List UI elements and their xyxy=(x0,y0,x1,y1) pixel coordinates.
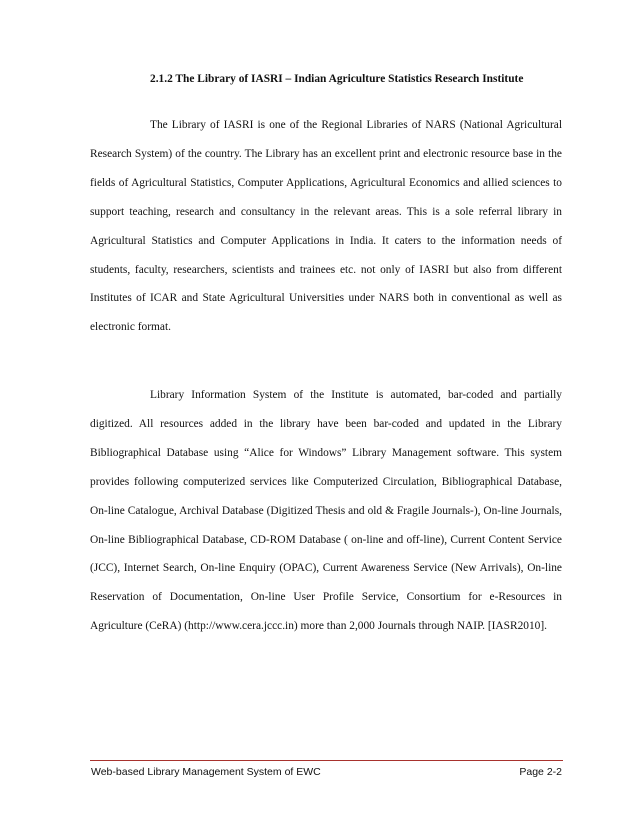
paragraph-library-overview: The Library of IASRI is one of the Regional Libraries of NARS (National Agricultural Research System) of the country. The Library has an excellent print and electronic resource base in the fields of Agricultural Statistics, Computer Applications, Agricultural Economics and allied sciences to support teaching, research and consultancy in the relevant areas. This is a sole referral library in Agricultural Statistics and Computer Applications in India. It caters to the information needs of students, faculty, researchers, scientists and trainees etc. not only of IASRI but also from different Institutes of ICAR and State Agricultural Universities under NARS both in conventional as well as electronic format. xyxy=(90,119,562,334)
paragraph-library-information-system: Library Information System of the Institute is automated, bar-coded and partially digitized. All resources added in the library have been bar-coded and updated in the Library Bibliographical Database using “Alice for Windows” Library Management software. This system provides following computerized services like Computerized Circulation, Bibliographical Database, On-line Catalogue, Archival Database (Digitized Thesis and old & Fragile Journals-), On-line Journals, On-line Bibliographical Database, CD-ROM Database ( on-line and off-line), Current Content Service (JCC), Internet Search, On-line Enquiry (OPAC), Current Awareness Service (New Arrivals), On-line Reservation of Documentation, On-line User Profile Service, Consortium for e-Resources in Agriculture (CeRA) (http://www.cera.jccc.in) more than 2,000 Journals through NAIP. [IASR2010]. xyxy=(90,389,562,633)
footer-divider xyxy=(90,760,563,761)
footer-document-title: Web-based Library Management System of EWC xyxy=(91,766,321,778)
section-heading: 2.1.2 The Library of IASRI – Indian Agriculture Statistics Research Institute xyxy=(150,73,524,85)
footer-page-number: Page 2-2 xyxy=(519,766,562,778)
